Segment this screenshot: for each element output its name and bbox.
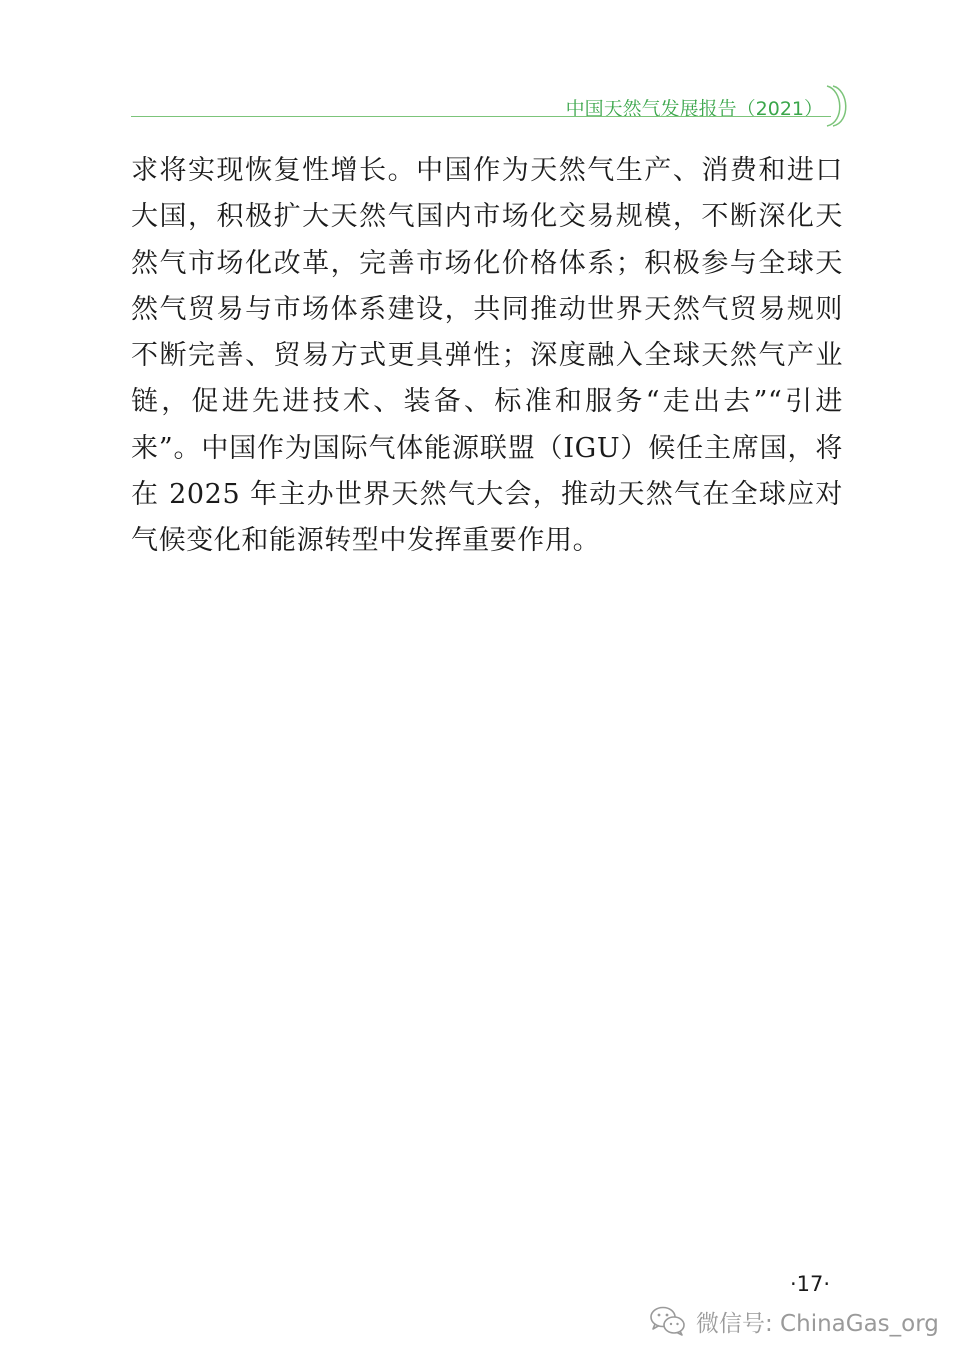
wechat-icon [648,1304,688,1338]
body-paragraph: 求将实现恢复性增长。中国作为天然气生产、消费和进口大国，积极扩大天然气国内市场化交易规模，不断深化天然气市场化改革，完善市场化价格体系；积极参与全球天然气贸易与市场体系建设，共同推动世界天然气贸易规则不断完善、贸易方式更具弹性；深度融入全球天然气产业链，促进先进技术、装备、标准和服务“走出去”“引进来”。中国作为国际气体能源联盟（IGU）候任主席国，将在 2025 年主办世界天然气大会，推动天然气在全球应对气候变化和能源转型中发挥重要作用。 [131,155,843,557]
header-bracket-ornament [825,84,851,128]
watermark-text: 微信号: ChinaGas_org [696,1310,939,1337]
header-rule [131,116,831,117]
page-number: ·17· [790,1272,831,1296]
watermark [648,1303,939,1339]
header-title: 中国天然气发展报告（2021） [565,98,823,120]
running-header [131,84,851,128]
